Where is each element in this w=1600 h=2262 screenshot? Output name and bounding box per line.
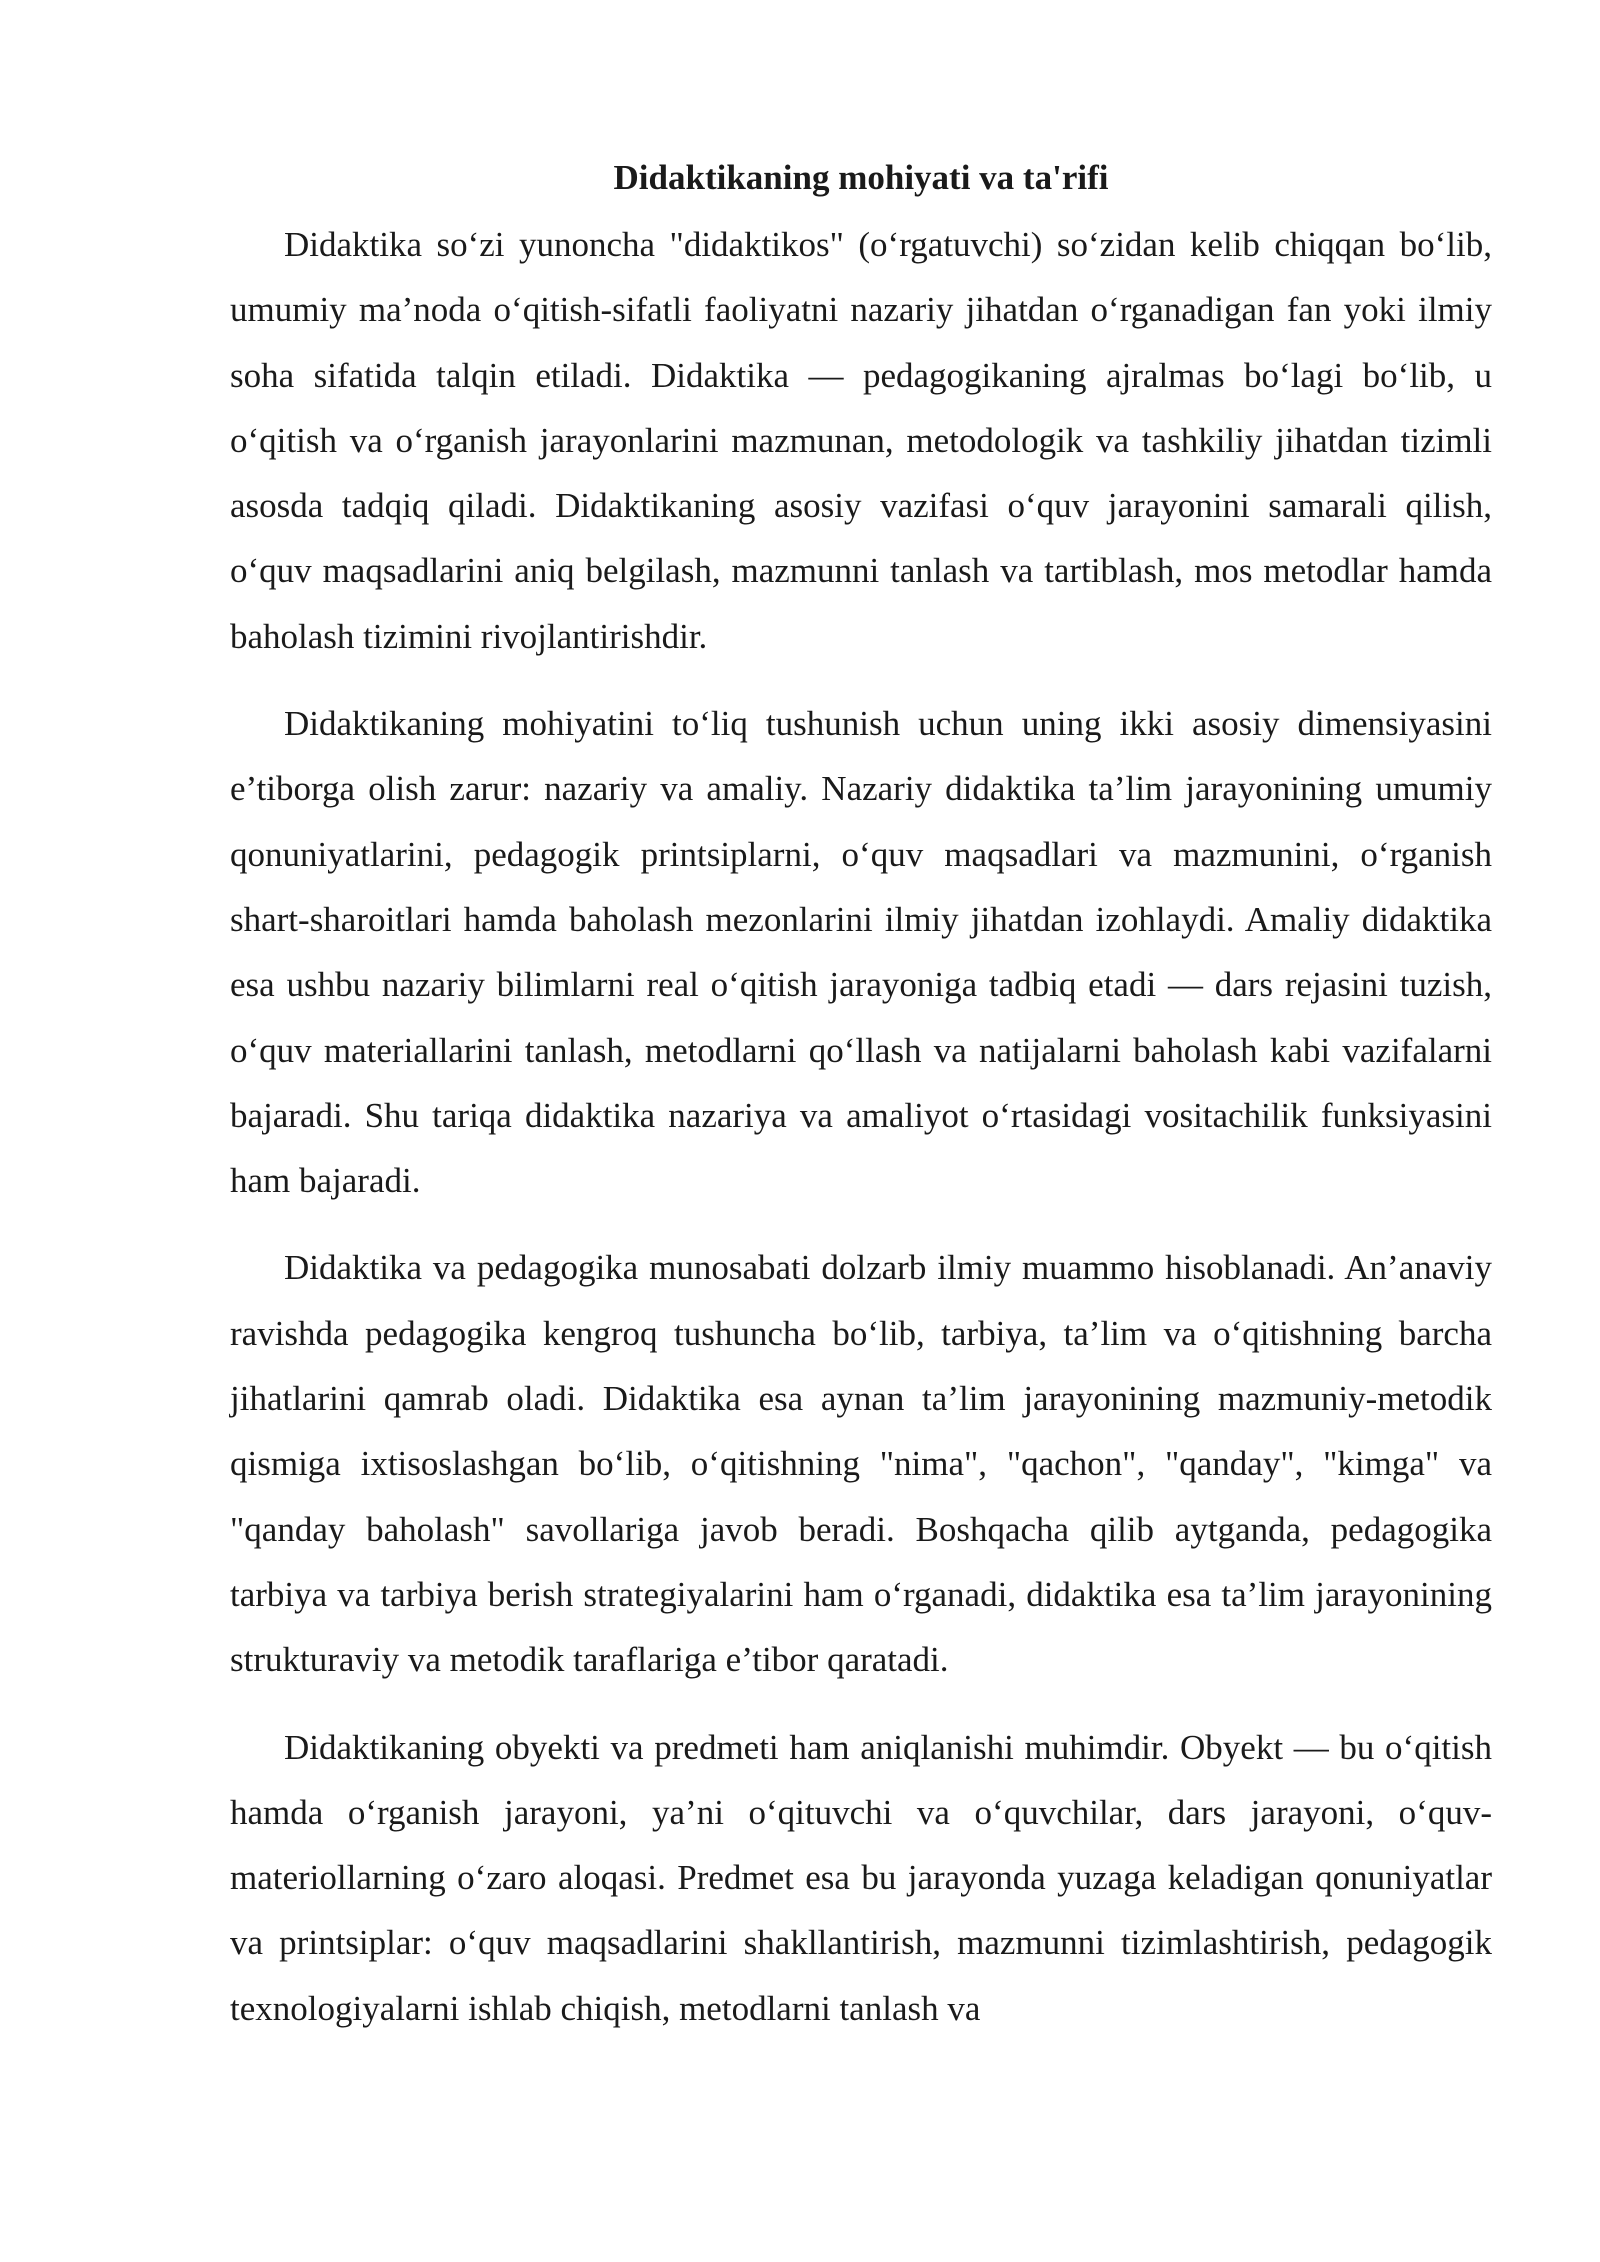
document-title: Didaktikaning mohiyati va ta'rifi xyxy=(613,158,1109,197)
paragraph-4: Didaktikaning obyekti va predmeti ham aniqlanishi muhimdir. Obyekt — bu o‘qitish hamda o‘rganish jarayoni, ya’ni o‘qituvchi va o‘quvchilar, dars jarayoni, o‘quv-materiollarning o‘zaro aloqasi. Predmet esa bu jarayonda yuzaga keladigan qonuniyatlar va printsiplar: o‘quv maqsadlarini shakllantirish, mazmunni tizimlashtirish, pedagogik texnologiyalarni ishlab chiqish, metodlarni tanlash va xyxy=(230,1727,1492,2028)
paragraph-3: Didaktika va pedagogika munosabati dolzarb ilmiy muammo hisoblanadi. An’anaviy ravishda pedagogika kengroq tushuncha bo‘lib, tarbiya, ta’lim va o‘qitishning barcha jihatlarini qamrab oladi. Didaktika esa aynan ta’lim jarayonining mazmuniy-metodik qismiga ixtisoslashgan bo‘lib, o‘qitishning "nima", "qachon", "qanday", "kimga" va "qanday baholash" savollariga javob beradi. Boshqacha qilib aytganda, pedagogika tarbiya va tarbiya berish strategiyalarini ham o‘rganadi, didaktika esa ta’lim jarayonining strukturaviy va metodik taraflariga e’tibor qaratadi. xyxy=(230,1248,1492,1680)
paragraph-1: Didaktika so‘zi yunoncha "didaktikos" (o‘rgatuvchi) so‘zidan kelib chiqqan bo‘lib, umumiy ma’noda o‘qitish-sifatli faoliyatni nazariy jihatdan o‘rganadigan fan yoki ilmiy soha sifatida talqin etiladi. Didaktika — pedagogikaning ajralmas bo‘lagi bo‘lib, u o‘qitish va o‘rganish jarayonlarini mazmunan, metodologik va tashkiliy jihatdan tizimli asosda tadqiq qiladi. Didaktikaning asosiy vazifasi o‘quv jarayonini samarali qilish, o‘quv maqsadlarini aniq belgilash, mazmunni tanlash va tartiblash, mos metodlar hamda baholash tizimini rivojlantirishdir. xyxy=(230,225,1492,656)
document-page xyxy=(230,148,1492,2063)
paragraph-2: Didaktikaning mohiyatini to‘liq tushunish uchun uning ikki asosiy dimensiyasini e’tiborga olish zarur: nazariy va amaliy. Nazariy didaktika ta’lim jarayonining umumiy qonuniyatlarini, pedagogik printsiplarni, o‘quv maqsadlari va mazmunini, o‘rganish shart-sharoitlari hamda baholash mezonlarini ilmiy jihatdan izohlaydi. Amaliy didaktika esa ushbu nazariy bilimlarni real o‘qitish jarayoniga tadbiq etadi — dars rejasini tuzish, o‘quv materiallarini tanlash, metodlarni qo‘llash va natijalarni baholash kabi vazifalarni bajaradi. Shu tariqa didaktika nazariya va amaliyot o‘rtasidagi vositachilik funksiyasini ham bajaradi. xyxy=(230,704,1492,1201)
